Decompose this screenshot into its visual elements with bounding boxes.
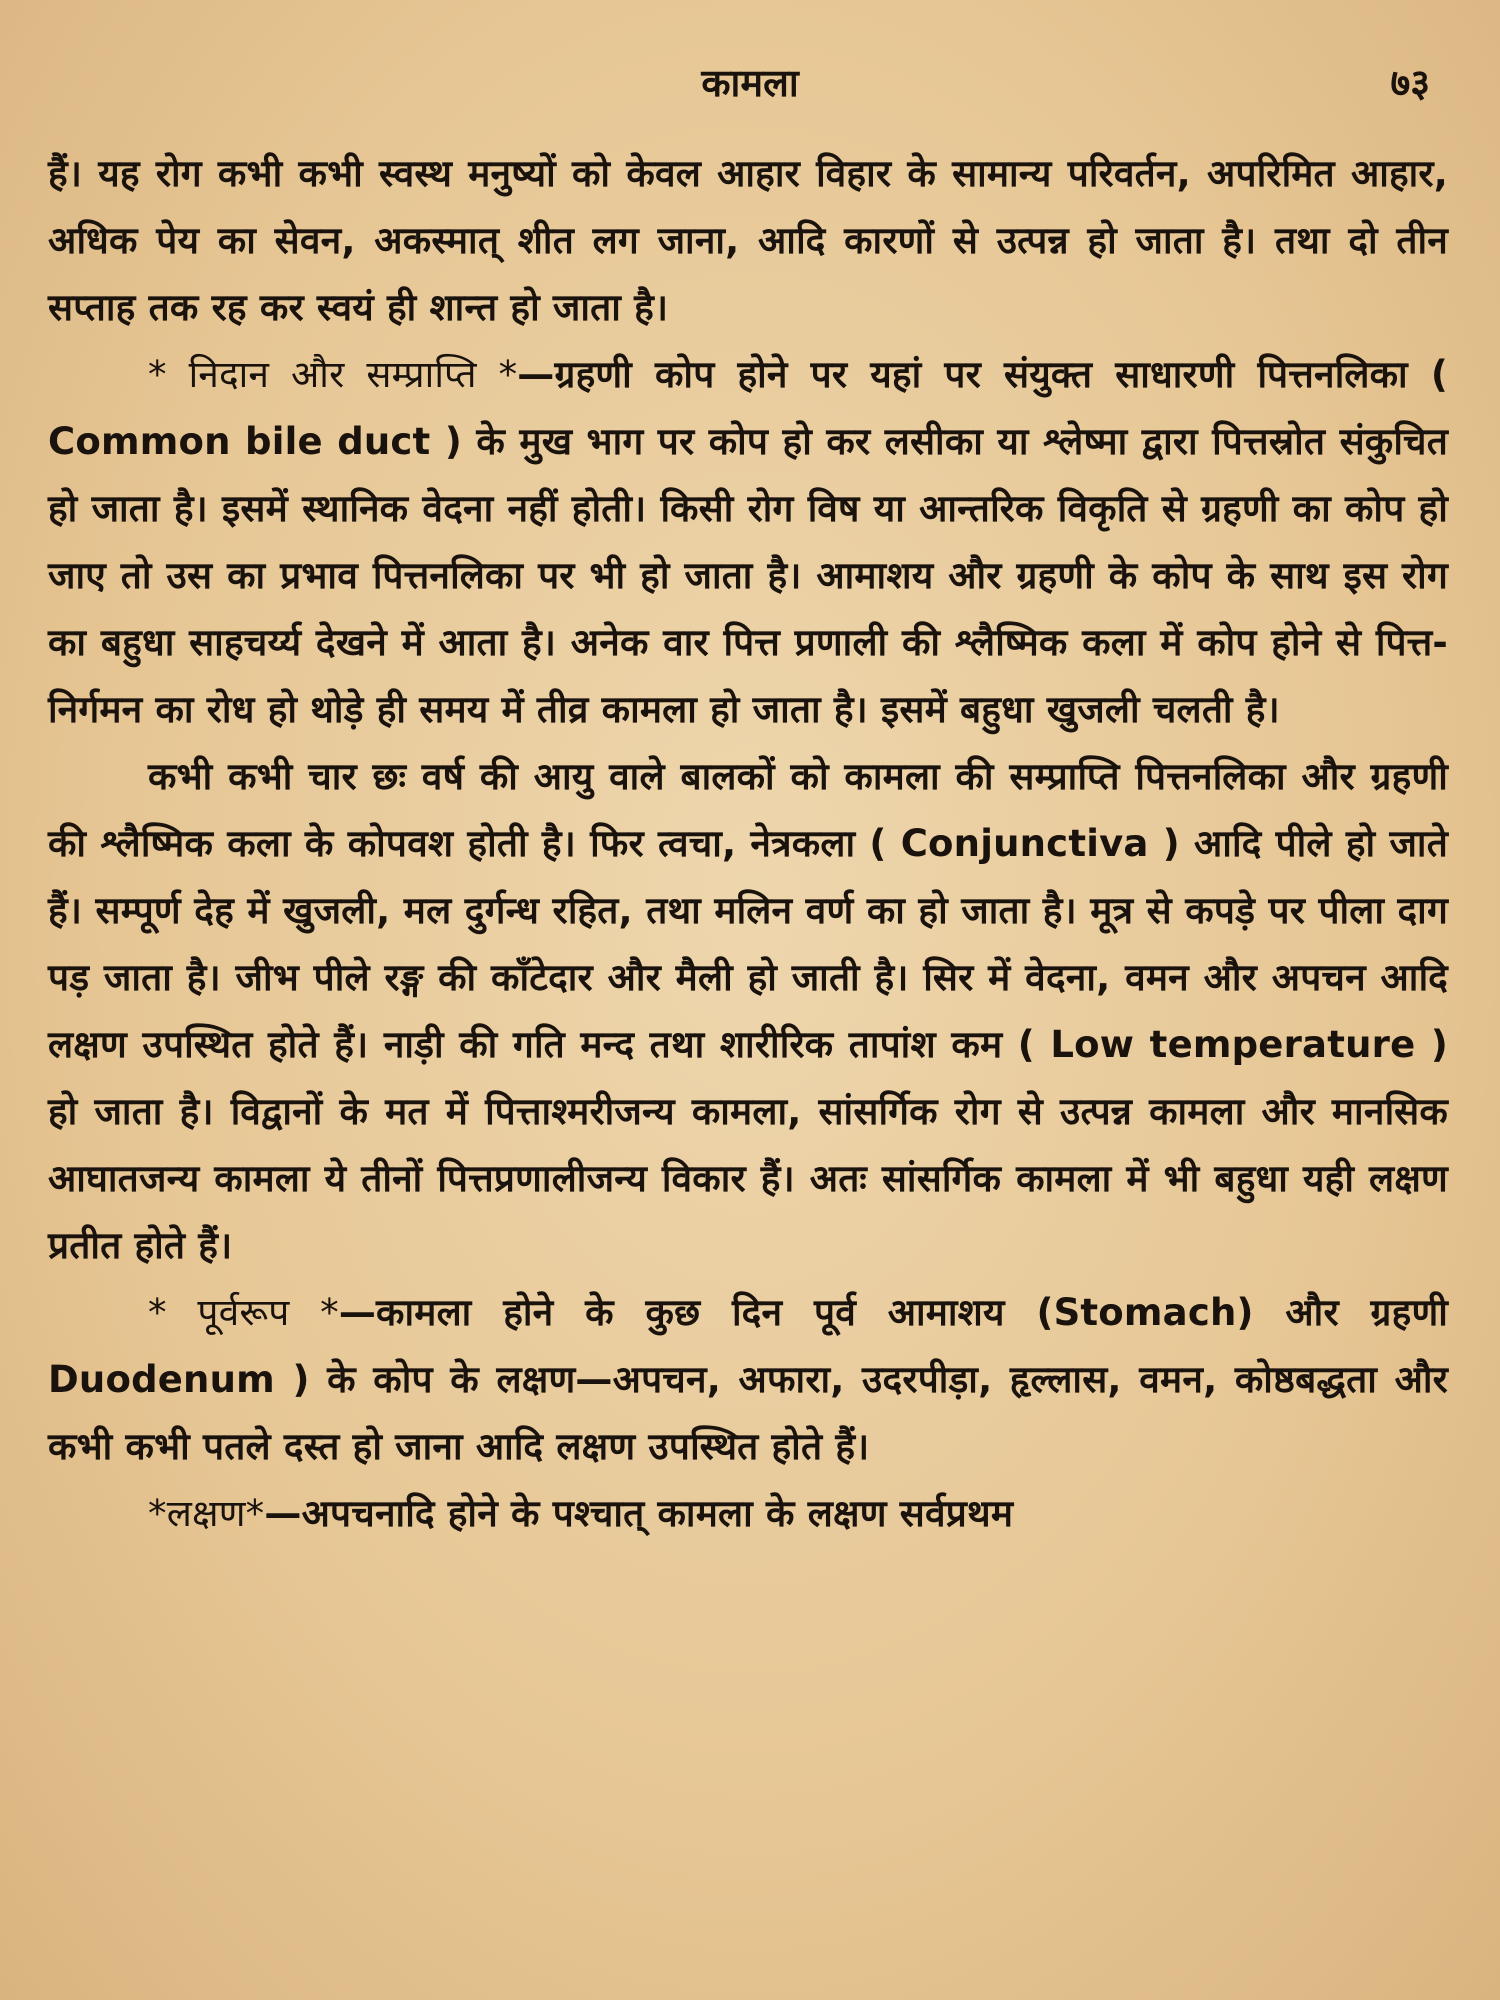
paragraph-nidan bbox=[48, 341, 1448, 743]
paragraph-text: —अपचनादि होने के पश्चात् कामला के लक्षण सर्वप्रथम bbox=[264, 1492, 1014, 1535]
paragraph-text: कभी कभी चार छः वर्ष की आयु वाले बालकों को कामला की सम्प्राप्ति पित्तनलिका और ग्रहणी की श्लैष्मिक कला के कोपवश होती है। फिर त्वचा, नेत्रकला ( Conjunctiva ) आदि पीले हो जाते हैं। सम्पूर्ण देह में खुजली, मल दुर्गन्ध रहित, तथा मलिन वर्ण का हो जाता है। मूत्र से कपड़े पर पीला दाग पड़ जाता है। जीभ पीले रङ्ग की काँटेदार और मैली हो जाती है। सिर में वेदना, वमन और अपचन आदि लक्षण उपस्थित होते हैं। नाड़ी की गति मन्द तथा शारीरिक तापांश कम ( Low temperature ) हो जाता है। विद्वानों के मत में पित्ताश्मरीजन्य कामला, सांसर्गिक रोग से उत्पन्न कामला और मानसिक आघातजन्य कामला ये तीनों पित्तप्रणालीजन्य विकार हैं। अतः सांसर्गिक कामला में भी बहुधा यही लक्षण प्रतीत होते हैं। bbox=[48, 755, 1448, 1267]
section-heading-lakshan: *लक्षण* bbox=[148, 1492, 265, 1535]
running-head bbox=[0, 48, 1500, 118]
paragraph-text: हैं। यह रोग कभी कभी स्वस्थ मनुष्यों को केवल आहार विहार के सामान्य परिवर्तन, अपरिमित आहार, अधिक पेय का सेवन, अकस्मात् शीत लग जाना, आदि कारणों से उत्पन्न हो जाता है। तथा दो तीन सप्ताह तक रह कर स्वयं ही शान्त हो जाता है। bbox=[48, 152, 1448, 329]
body-text bbox=[48, 140, 1448, 1547]
paragraph-lakshan bbox=[48, 1480, 1448, 1547]
paragraph-text: —कामला होने के कुछ दिन पूर्व आमाशय (Stomach) और ग्रहणी Duodenum ) के कोप के लक्षण—अपचन, अफारा, उदरपीड़ा, हृल्लास, वमन, कोष्ठबद्धता और कभी कभी पतले दस्त हो जाना आदि लक्षण उपस्थित होते हैं। bbox=[48, 1291, 1448, 1468]
page-title: कामला bbox=[701, 61, 799, 105]
section-heading-nidan: * निदान और सम्प्राप्ति * bbox=[148, 353, 518, 396]
section-heading-purvarup: * पूर्वरूप * bbox=[148, 1291, 339, 1334]
paragraph-purvarup bbox=[48, 1279, 1448, 1480]
paragraph-continuation bbox=[48, 140, 1448, 341]
page-number: ७३ bbox=[1390, 61, 1430, 105]
paragraph-children bbox=[48, 743, 1448, 1279]
paragraph-text: —ग्रहणी कोप होने पर यहां पर संयुक्त साधारणी पित्तनलिका ( Common bile duct ) के मुख भाग पर कोप हो कर लसीका या श्लेष्मा द्वारा पित्तस्रोत संकुचित हो जाता है। इसमें स्थानिक वेदना नहीं होती। किसी रोग विष या आन्तरिक विकृति से ग्रहणी का कोप हो जाए तो उस का प्रभाव पित्तनलिका पर भी हो जाता है। आमाशय और ग्रहणी के कोप के साथ इस रोग का बहुधा साहचर्य्य देखने में आता है। अनेक वार पित्त प्रणाली की श्लैष्मिक कला में कोप होने से पित्त-निर्गमन का रोध हो थोड़े ही समय में तीव्र कामला हो जाता है। इसमें बहुधा खुजली चलती है। bbox=[48, 353, 1448, 731]
